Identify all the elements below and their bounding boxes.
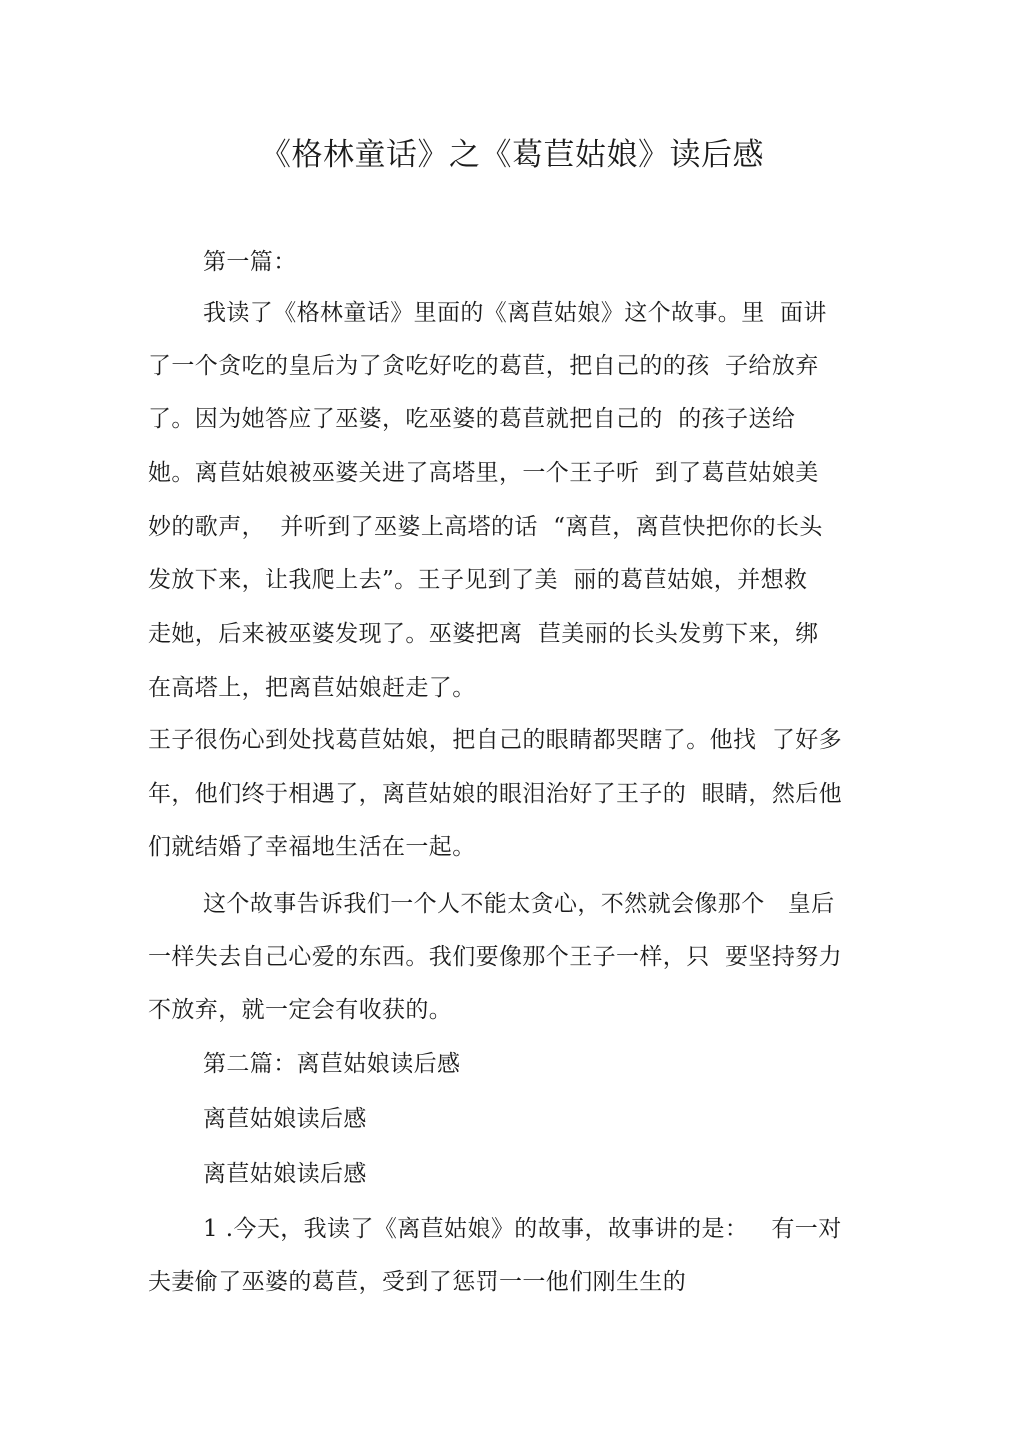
paragraph-line: 夫妻偷了巫婆的葛苣，受到了惩罚一一他们刚生生的 — [148, 1269, 687, 1295]
paragraph-line: 王子很伤心到处找葛苣姑娘，把自己的眼睛都哭瞎了。他找 了好多 — [148, 727, 843, 753]
paragraph-line: 我读了《格林童话》里面的《离苣姑娘》这个故事。里 面讲 — [203, 300, 827, 326]
paragraph-line: 妙的歌声， 并听到了巫婆上高塔的话 “离苣，离苣快把你的长头 — [148, 514, 823, 540]
paragraph-line: 这个故事告诉我们一个人不能太贪心，不然就会像那个 皇后 — [203, 891, 835, 917]
paragraph-line: 在高塔上，把离苣姑娘赶走了。 — [148, 675, 476, 701]
subheading: 离苣姑娘读后感 — [203, 1106, 367, 1132]
paragraph-line: 了一个贪吃的皇后为了贪吃好吃的葛苣，把自己的的孩 子给放弃 — [148, 353, 819, 379]
section-heading-1: 第一篇： — [203, 249, 297, 275]
paragraph-line: 走她，后来被巫婆发现了。巫婆把离 苣美丽的长头发剪下来，绑 — [148, 621, 819, 647]
section-heading-2: 第二篇：离苣姑娘读后感 — [203, 1051, 461, 1077]
paragraph-line: 一样失去自己心爱的东西。我们要像那个王子一样，只 要坚持努力 — [148, 944, 843, 970]
paragraph-line: 不放弃，就一定会有收获的。 — [148, 997, 453, 1023]
paragraph-line: 年，他们终于相遇了，离苣姑娘的眼泪治好了王子的 眼睛，然后他 — [148, 781, 843, 807]
paragraph-line: 她。离苣姑娘被巫婆关进了高塔里，一个王子听 到了葛苣姑娘美 — [148, 460, 819, 486]
paragraph-line: 1 .今天，我读了《离苣姑娘》的故事，故事讲的是： 有一对 — [203, 1216, 842, 1242]
paragraph-line: 们就结婚了幸福地生活在一起。 — [148, 834, 476, 860]
paragraph-line: 发放下来，让我爬上去”。王子见到了美 丽的葛苣姑娘，并想救 — [148, 567, 808, 593]
paragraph-line: 了。因为她答应了巫婆，吃巫婆的葛苣就把自己的 的孩子送给 — [148, 406, 796, 432]
document-title: 《格林童话》之《葛苣姑娘》读后感 — [260, 137, 764, 173]
subheading: 离苣姑娘读后感 — [203, 1161, 367, 1187]
